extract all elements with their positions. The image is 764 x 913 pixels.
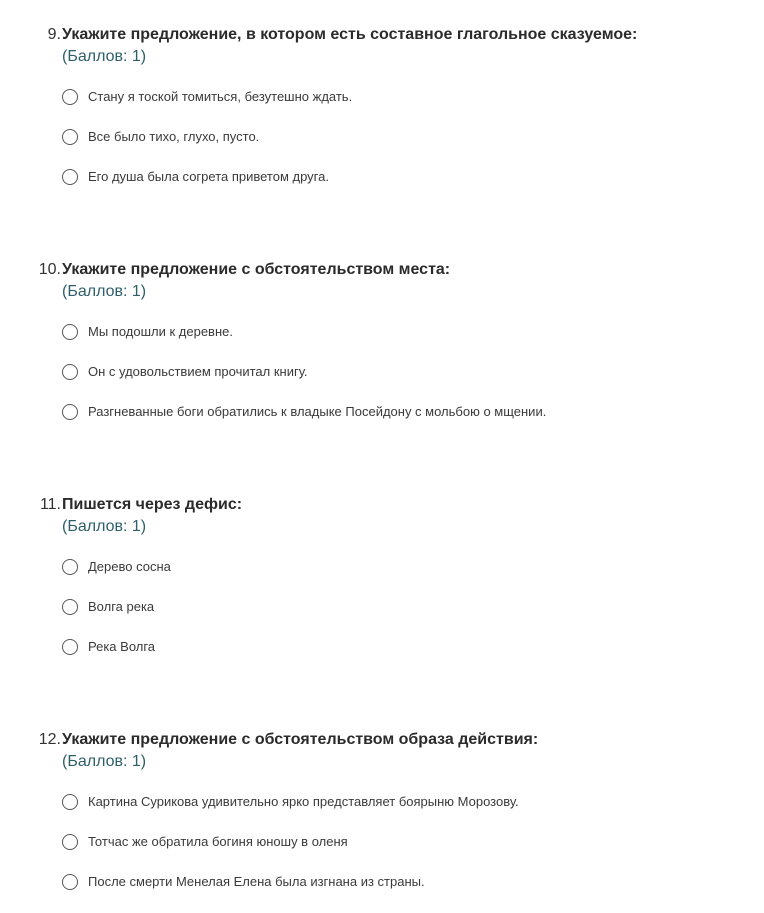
- question-12: [0, 729, 764, 889]
- answer-option-label[interactable]: После смерти Менелая Елена была изгнана из страны.: [88, 874, 425, 889]
- question-9: [0, 24, 764, 184]
- radio-button[interactable]: [62, 324, 78, 340]
- question-number: 9.: [47, 26, 61, 43]
- question-points: (Баллов: 1): [62, 283, 147, 300]
- answer-option-label[interactable]: Его душа была согрета приветом друга.: [88, 169, 329, 184]
- question-header: [0, 494, 764, 516]
- radio-button[interactable]: [62, 89, 78, 105]
- answer-option-radio[interactable]: [62, 165, 329, 189]
- question-title: Укажите предложение с обстоятельством образа действия:: [62, 731, 539, 748]
- radio-button[interactable]: [62, 794, 78, 810]
- answer-option-radio[interactable]: [62, 400, 546, 424]
- question-11: [0, 494, 764, 654]
- answer-option-radio[interactable]: [62, 360, 308, 384]
- question-number: 11.: [39, 496, 61, 513]
- question-number: 12.: [38, 731, 61, 748]
- answer-option-radio[interactable]: [62, 790, 519, 814]
- question-title: Пишется через дефис:: [62, 496, 243, 513]
- answer-option-label[interactable]: Картина Сурикова удивительно ярко представляет боярыню Морозову.: [88, 794, 519, 809]
- radio-button[interactable]: [62, 599, 78, 615]
- question-10: [0, 259, 764, 419]
- question-header: [0, 729, 764, 751]
- question-title: Укажите предложение, в котором есть составное глагольное сказуемое:: [62, 26, 638, 43]
- radio-button[interactable]: [62, 404, 78, 420]
- answer-option-radio[interactable]: [62, 635, 155, 659]
- question-points: (Баллов: 1): [62, 753, 147, 770]
- question-title: Укажите предложение с обстоятельством места:: [62, 261, 451, 278]
- radio-button[interactable]: [62, 129, 78, 145]
- radio-button[interactable]: [62, 559, 78, 575]
- answer-option-radio[interactable]: [62, 125, 259, 149]
- question-points: (Баллов: 1): [62, 48, 147, 65]
- radio-button[interactable]: [62, 169, 78, 185]
- answer-option-label[interactable]: Река Волга: [88, 639, 156, 654]
- answer-option-label[interactable]: Стану я тоской томиться, безутешно ждать.: [88, 89, 353, 104]
- answer-option-label[interactable]: Волга река: [88, 599, 155, 614]
- answer-option-radio[interactable]: [62, 830, 348, 854]
- answer-option-label[interactable]: Он с удовольствием прочитал книгу.: [88, 364, 308, 379]
- answer-option-radio[interactable]: [62, 555, 171, 579]
- answer-option-radio[interactable]: [62, 870, 425, 894]
- question-number: 10.: [38, 261, 61, 278]
- radio-button[interactable]: [62, 639, 78, 655]
- answer-option-radio[interactable]: [62, 320, 233, 344]
- answer-option-label[interactable]: Мы подошли к деревне.: [88, 324, 233, 339]
- radio-button[interactable]: [62, 874, 78, 890]
- radio-button[interactable]: [62, 364, 78, 380]
- question-points: (Баллов: 1): [62, 518, 147, 535]
- question-header: [0, 259, 764, 281]
- answer-option-label[interactable]: Тотчас же обратила богиня юношу в оленя: [88, 834, 348, 849]
- answer-option-label[interactable]: Все было тихо, глухо, пусто.: [88, 129, 260, 144]
- answer-option-label[interactable]: Дерево сосна: [88, 559, 171, 574]
- answer-option-radio[interactable]: [62, 595, 154, 619]
- answer-option-radio[interactable]: [62, 85, 352, 109]
- answer-option-label[interactable]: Разгневанные боги обратились к владыке Посейдону с мольбою о мщении.: [88, 404, 547, 419]
- radio-button[interactable]: [62, 834, 78, 850]
- question-header: [0, 24, 764, 46]
